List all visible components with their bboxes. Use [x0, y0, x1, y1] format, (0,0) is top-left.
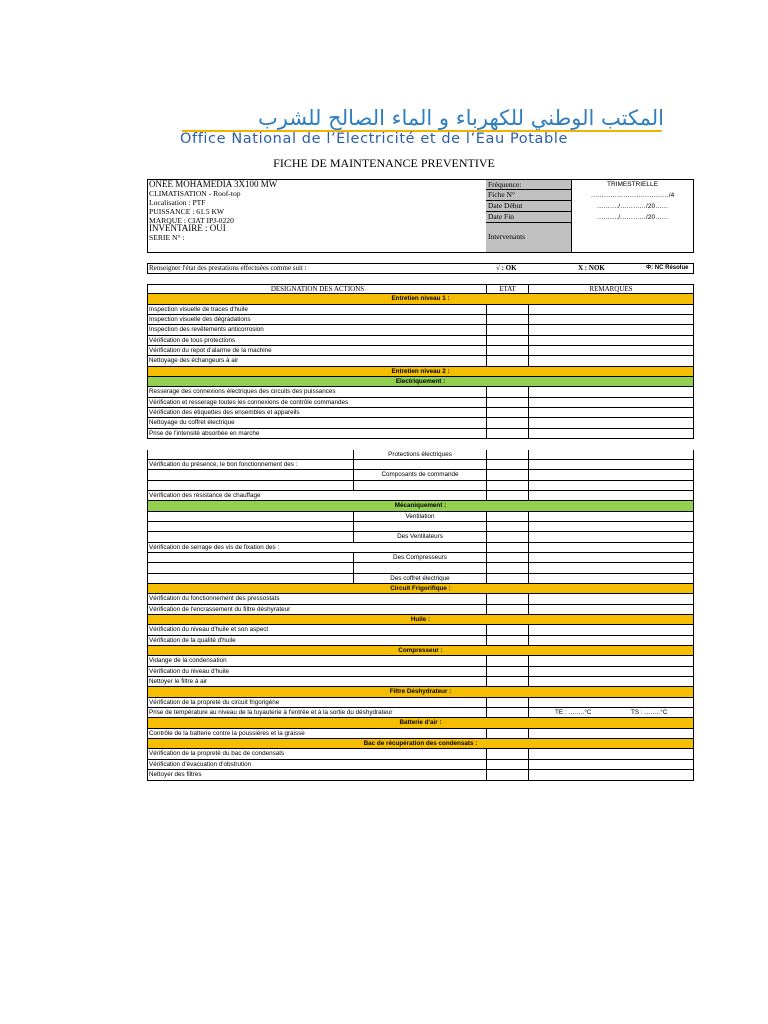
etat-cell[interactable] [485, 439, 527, 449]
action-label: Vérification et resserage toutes les connexions de contrôle commandes [149, 398, 349, 406]
remarks-cell[interactable] [527, 439, 694, 449]
etat-cell[interactable] [486, 408, 528, 417]
sheet-number-label: Fiche N° [486, 190, 572, 201]
remarks-cell[interactable] [528, 356, 693, 365]
etat-cell[interactable] [486, 605, 528, 614]
etat-cell[interactable] [486, 760, 528, 769]
status-legend [147, 263, 694, 274]
start-date-label: Date Début [486, 201, 572, 212]
remarks-cell[interactable] [528, 760, 693, 769]
etat-cell[interactable] [486, 563, 528, 572]
remarks-cell[interactable] [528, 543, 693, 552]
etat-cell[interactable] [486, 460, 528, 469]
remarks-cell[interactable] [528, 729, 693, 738]
section-header: Filtre Déshydrateur : [147, 687, 694, 697]
section-header: Mécaniquement : [147, 501, 694, 511]
power: PUISSANCE : 61.5 KW [149, 206, 225, 216]
col-etat-header: ETAT [486, 285, 528, 293]
remarks-cell[interactable] [528, 398, 693, 407]
col-remarques-header: REMARQUES [528, 285, 693, 293]
inventory: INVENTAIRE : OUI [149, 224, 226, 234]
etat-cell[interactable] [486, 429, 528, 438]
remarks-cell[interactable] [528, 532, 693, 541]
action-label: Nettoyage des échangeurs à air [149, 357, 239, 365]
remarks-cell[interactable] [528, 408, 693, 417]
etat-cell[interactable] [486, 708, 528, 717]
remarks-cell[interactable] [528, 315, 693, 324]
sub-item-label [353, 522, 486, 531]
action-label: Vérification de l'encrassement du filtre déshyrateur [149, 605, 291, 613]
action-label [148, 512, 353, 521]
status-instruction: Renseigner l'état des prestations effectuées comme suit : [149, 264, 307, 272]
remarks-cell[interactable] [528, 325, 693, 334]
table-row [147, 336, 694, 346]
frequency-value: TRIMESTRIELLE [607, 181, 658, 188]
action-label: Vérification du niveau d'huile [149, 667, 229, 675]
action-label: Nettoyer des filtres [149, 771, 202, 779]
table-header-row [147, 284, 694, 294]
section-header: Batterie d'air : [147, 718, 694, 728]
etat-cell[interactable] [486, 770, 528, 779]
col-actions-header: DESIGNATION DES ACTIONS [270, 285, 365, 293]
etat-cell[interactable] [486, 325, 528, 334]
sheet-number-value[interactable]: ………………………………/4 [590, 192, 675, 199]
temp-in-value[interactable]: TE : ……..°C [555, 709, 592, 717]
action-label: Prise de température au niveau de la tuyauterie à l'entrée et à la sortie du déshydrateur [149, 709, 393, 717]
action-label: Vérification des étiquettes des ensembles et appareils [149, 409, 300, 417]
remarks-cell[interactable] [528, 346, 693, 355]
table-row [147, 594, 694, 604]
remarks-cell[interactable] [528, 605, 693, 614]
remarks-cell[interactable] [528, 594, 693, 603]
remarks-cell[interactable] [528, 625, 693, 634]
etat-cell[interactable] [486, 346, 528, 355]
table-row [147, 574, 694, 584]
etat-cell[interactable] [486, 543, 528, 552]
logo-arabic-text: المكتب الوطني للكهرباء و الماء الصالح للشرب [258, 106, 664, 130]
etat-cell[interactable] [486, 636, 528, 645]
table-row [147, 698, 694, 708]
action-label [148, 553, 353, 562]
sub-item-label: Des coffret électrique [353, 574, 486, 583]
remarks-cell[interactable] [528, 470, 693, 479]
table-row [147, 553, 694, 563]
etat-cell[interactable] [486, 522, 528, 531]
serial-number: SERIE N° : [149, 233, 185, 243]
section-header: Huile : [147, 615, 694, 625]
etat-cell[interactable] [486, 532, 528, 541]
remarks-cell[interactable] [528, 460, 693, 469]
table-row [147, 387, 694, 397]
table-row [147, 408, 694, 418]
table-row [147, 346, 694, 356]
remarks-cell[interactable] [528, 336, 693, 345]
etat-cell[interactable] [486, 594, 528, 603]
table-row [147, 760, 694, 770]
table-row [147, 356, 694, 366]
section-header: Entretien niveau 1 : [147, 294, 694, 304]
end-date-label: Date Fin [486, 212, 572, 223]
table-row [147, 677, 694, 687]
table-row [147, 325, 694, 335]
table-row [147, 667, 694, 677]
etat-cell[interactable] [486, 729, 528, 738]
action-label: Inspection visuelle de traces d'huile [149, 305, 248, 313]
page-title: FICHE DE MAINTENANCE PREVENTIVE [273, 156, 495, 170]
table-row [147, 305, 694, 315]
action-label: Inspection des revêtements anticorrosion [149, 326, 264, 334]
section-header: Compresseur : [147, 646, 694, 656]
table-row [147, 460, 694, 470]
action-label: Vérification de la propreté du bac de condensats [149, 750, 285, 758]
action-label: Vérification du niveau d'huile et son aspect [149, 626, 269, 634]
etat-cell[interactable] [486, 315, 528, 324]
table-row [147, 770, 694, 780]
remarks-cell[interactable] [528, 450, 693, 459]
table-row [147, 512, 694, 522]
technicians-label: Intervenants [486, 223, 572, 252]
action-label: Vérification du fonctionnement des pressostats [149, 595, 280, 603]
table-row [147, 491, 694, 501]
table-row [147, 729, 694, 739]
section-header: Electriquement : [147, 377, 694, 387]
etat-cell[interactable] [486, 667, 528, 676]
etat-cell[interactable] [486, 749, 528, 758]
nc-legend: Ф: NC Résolue [646, 265, 689, 271]
etat-cell[interactable] [486, 356, 528, 365]
etat-cell[interactable] [486, 336, 528, 345]
ok-legend: √ : OK [496, 264, 517, 272]
remarks-cell[interactable] [528, 708, 693, 717]
table-row [147, 418, 694, 428]
sub-item-label: Composants de commande [353, 470, 486, 479]
action-label [148, 522, 353, 531]
blank-row [147, 439, 694, 449]
brand: MARQUE : CIAT IPJ-0220 [149, 215, 234, 225]
remarks-cell[interactable] [528, 522, 693, 531]
location: Localisation : PTF [149, 197, 206, 207]
remarks-cell[interactable] [528, 749, 693, 758]
action-label: Inspection visuelle des dégradations [149, 316, 251, 324]
etat-cell[interactable] [486, 677, 528, 686]
sub-item-label [353, 460, 486, 469]
action-label: Vérification d'évacuation d'obstrution [149, 760, 252, 768]
action-label: Nettoyage du coffret électrique [149, 419, 235, 427]
remarks-cell[interactable] [528, 667, 693, 676]
table-row [147, 429, 694, 439]
blank-cell [147, 439, 485, 449]
table-row [147, 749, 694, 759]
temp-out-value[interactable]: TS : ……..°C [631, 709, 668, 717]
start-date-value[interactable]: ………./…………/20…… [596, 203, 669, 210]
action-label [148, 470, 353, 479]
etat-cell[interactable] [486, 418, 528, 427]
table-row [147, 450, 694, 460]
header-info-box [147, 179, 694, 253]
table-row [147, 656, 694, 666]
table-row [147, 563, 694, 573]
etat-cell[interactable] [486, 656, 528, 665]
etat-cell[interactable] [486, 574, 528, 583]
action-label: Prise de l'intensité absorbée en marche [149, 429, 260, 437]
sub-item-label: Ventilation [353, 512, 486, 521]
remarks-cell[interactable] [528, 512, 693, 521]
action-label [148, 450, 353, 459]
etat-cell[interactable] [486, 481, 528, 490]
action-label: Vidange de la condensation [149, 657, 227, 665]
remarks-cell[interactable] [528, 491, 693, 500]
action-label: Resserage des connexions électriques des circuits des puissances [149, 388, 336, 396]
table-row [147, 708, 694, 718]
table-row [147, 522, 694, 532]
remarks-cell[interactable] [528, 305, 693, 314]
equipment-info [148, 180, 487, 252]
etat-cell[interactable] [486, 512, 528, 521]
site-name: ONEE MOHAMEDIA 3X100 MW [149, 180, 278, 189]
nok-legend: X : NOK [578, 264, 605, 272]
action-label: Vérification de serrage des vis de fixation des : [149, 543, 280, 551]
action-label: Vérification de tous protections [149, 336, 236, 344]
remarks-cell[interactable] [528, 429, 693, 438]
table-row [147, 625, 694, 635]
frequency-label: Fréquence: [486, 180, 572, 190]
etat-cell[interactable] [486, 387, 528, 396]
remarks-cell[interactable] [528, 698, 693, 707]
sub-item-label [353, 481, 486, 490]
table-row [147, 532, 694, 542]
action-label: Vérification de la qualité d'huile [149, 636, 236, 644]
remarks-cell[interactable] [528, 656, 693, 665]
remarks-cell[interactable] [528, 563, 693, 572]
etat-cell[interactable] [486, 698, 528, 707]
etat-cell[interactable] [486, 305, 528, 314]
remarks-cell[interactable] [528, 770, 693, 779]
action-label [148, 481, 353, 490]
action-label: Vérification du repot d'alarme de la machine [149, 347, 272, 355]
etat-cell[interactable] [486, 553, 528, 562]
sub-item-label [353, 563, 486, 572]
remarks-cell[interactable] [528, 553, 693, 562]
etat-cell[interactable] [486, 398, 528, 407]
equipment-type: CLIMATISATION - Roof-top [149, 188, 241, 198]
table-row [147, 636, 694, 646]
table-row [147, 470, 694, 480]
table-row [147, 398, 694, 408]
remarks-cell[interactable] [528, 481, 693, 490]
remarks-cell[interactable] [528, 418, 693, 427]
onee-logo [180, 106, 664, 148]
table-row [147, 481, 694, 491]
table-row [147, 315, 694, 325]
remarks-cell[interactable] [528, 636, 693, 645]
action-label: Contrôle de la batterie contre la poussières et la graisse [149, 729, 305, 737]
sub-item-label: Des Ventilateurs [353, 532, 486, 541]
remarks-cell[interactable] [528, 574, 693, 583]
action-label: Vérification des résistance de chauffage [149, 491, 261, 499]
end-date-value[interactable]: ………./…………/20…… [596, 214, 669, 221]
action-label: Nettoyer le filtre à air [149, 678, 208, 686]
maintenance-table [147, 284, 694, 781]
action-label: Vérification de la propreté du circuit frigorigène [149, 698, 280, 706]
action-label [148, 563, 353, 572]
table-row [147, 605, 694, 615]
remarks-cell[interactable] [528, 677, 693, 686]
action-label [148, 532, 353, 541]
section-header: Bac de récupération des condensats : [147, 739, 694, 749]
action-label [148, 574, 353, 583]
action-label: Vérification du présence, le bon fonctionnement des : [149, 460, 298, 468]
etat-cell[interactable] [486, 491, 528, 500]
logo-french-text: Office National de l’Electricité et de l’Eau Potable [180, 131, 568, 147]
section-header: Entretien niveau 2 : [147, 367, 694, 377]
table-row [147, 543, 694, 553]
etat-cell[interactable] [486, 625, 528, 634]
etat-cell[interactable] [486, 450, 528, 459]
etat-cell[interactable] [486, 470, 528, 479]
remarks-cell[interactable] [528, 387, 693, 396]
sub-item-label: Des Compresseurs [353, 553, 486, 562]
section-header: Circuit Frigorifique : [147, 584, 694, 594]
sub-item-label: Protections électriques [353, 450, 486, 459]
